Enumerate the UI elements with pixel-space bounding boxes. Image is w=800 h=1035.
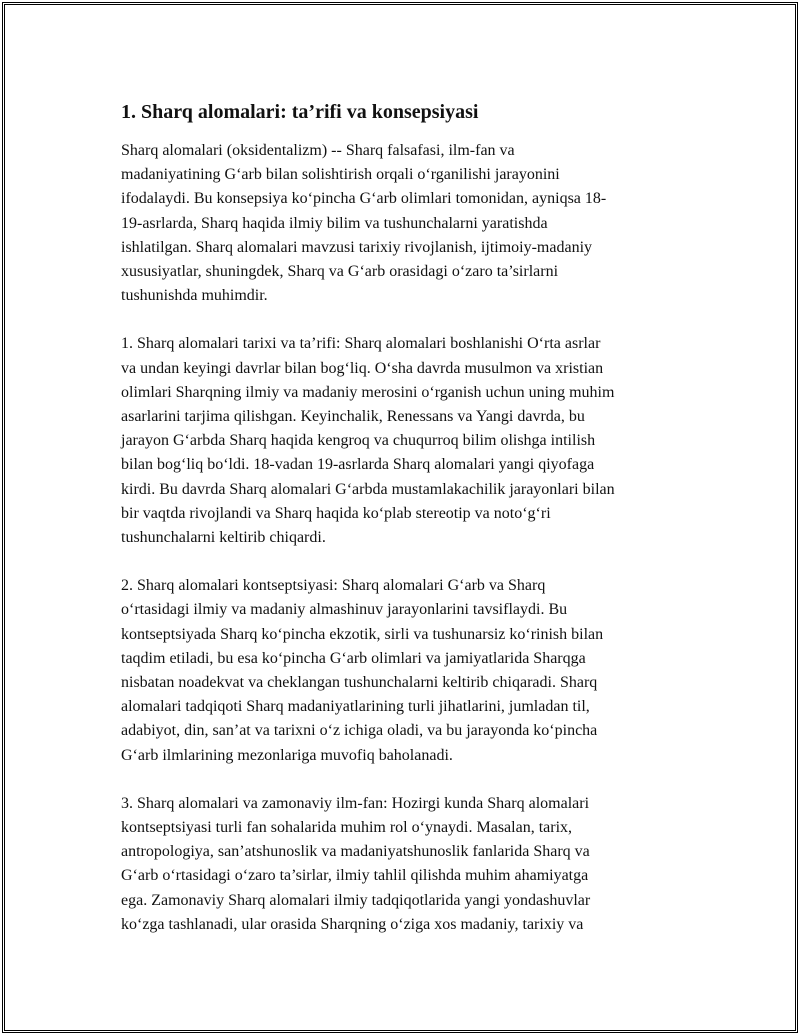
paragraph-modern-science: 3. Sharq alomalari va zamonaviy ilm-fan: Hozirgi kunda Sharq alomalari kontseptsiyasi turli fan sohalarida muhim rol o‘ynaydi. Masalan, tarix, antropologiya, san’atshunoslik va madaniyatshunoslik fanlarida Sharq va G‘arb o‘rtasidagi o‘zaro ta’sirlar, ilmiy tahlil qilishda muhim ahamiyatga ega. Zamonaviy Sharq alomalari ilmiy tadqiqotlarida yangi yondashuvlar ko‘zga tashlanadi, ular orasida Sharqning o‘ziga xos madaniy, tarixiy va bbox=[121, 794, 591, 933]
document-title: 1. Sharq alomalari: ta’rifi va konsepsiyasi bbox=[121, 101, 479, 123]
paragraph-history: 1. Sharq alomalari tarixi va ta’rifi: Sharq alomalari boshlanishi O‘rta asrlar va undan keyingi davrlar bilan bog‘liq. O‘sha davrda musulmon va xristian olimlari Sharqning ilmiy va madaniy merosini o‘rganish uchun uning muhim asarlarini tarjima qilishgan. Keyinchalik, Renessans va Yangi davrda, bu jarayon G‘arbda Sharq haqida kengroq va chuqurroq bilim olishga intilish bilan bog‘liq bo‘ldi. 18-vadan 19-asrlarda Sharq alomalari yangi qiyofaga kirdi. Bu davrda Sharq alomalari G‘arbda mustamlakachilik jarayonlari bilan bir vaqtda rivojlandi va Sharq haqida ko‘plab stereotip va noto‘g‘ri tushunchalarni keltirib chiqardi. bbox=[121, 335, 615, 547]
paragraph-concept: 2. Sharq alomalari kontseptsiyasi: Sharq alomalari G‘arb va Sharq o‘rtasidagi ilmiy va madaniy almashinuv jarayonlarini tavsiflaydi. Bu kontseptsiyada Sharq ko‘pincha ekzotik, sirli va tushunarsiz ko‘rinish bilan taqdim etiladi, bu esa ko‘pincha G‘arb olimlari va jamiyatlarida Sharqga nisbatan noadekvat va cheklangan tushunchalarni keltirib chiqaradi. Sharq alomalari tadqiqoti Sharq madaniyatlarining turli jihatlarini, jumladan til, adabiyot, din, san’at va tarixni o‘z ichiga oladi, va bu jarayonda ko‘pincha G‘arb ilmlarining mezonlariga muvofiq baholanadi. bbox=[121, 577, 604, 764]
document-body bbox=[121, 99, 701, 961]
paragraph-intro: Sharq alomalari (oksidentalizm) -- Sharq falsafasi, ilm-fan va madaniyatining G‘arb bilan solishtirish orqali o‘rganilishi jarayonini ifodalaydi. Bu konsepsiya ko‘pincha G‘arb olimlari tomonidan, ayniqsa 18- 19-asrlarda, Sharq haqida ilmiy bilim va tushunchalarni yaratishda ishlatilgan. Sharq alomalari mavzusi tarixiy rivojlanish, ijtimoiy-madaniy xususiyatlar, shuningdek, Sharq va G‘arb orasidagi o‘zaro ta’sirlarni tushunishda muhimdir. bbox=[121, 142, 607, 305]
page-frame bbox=[2, 2, 798, 1033]
